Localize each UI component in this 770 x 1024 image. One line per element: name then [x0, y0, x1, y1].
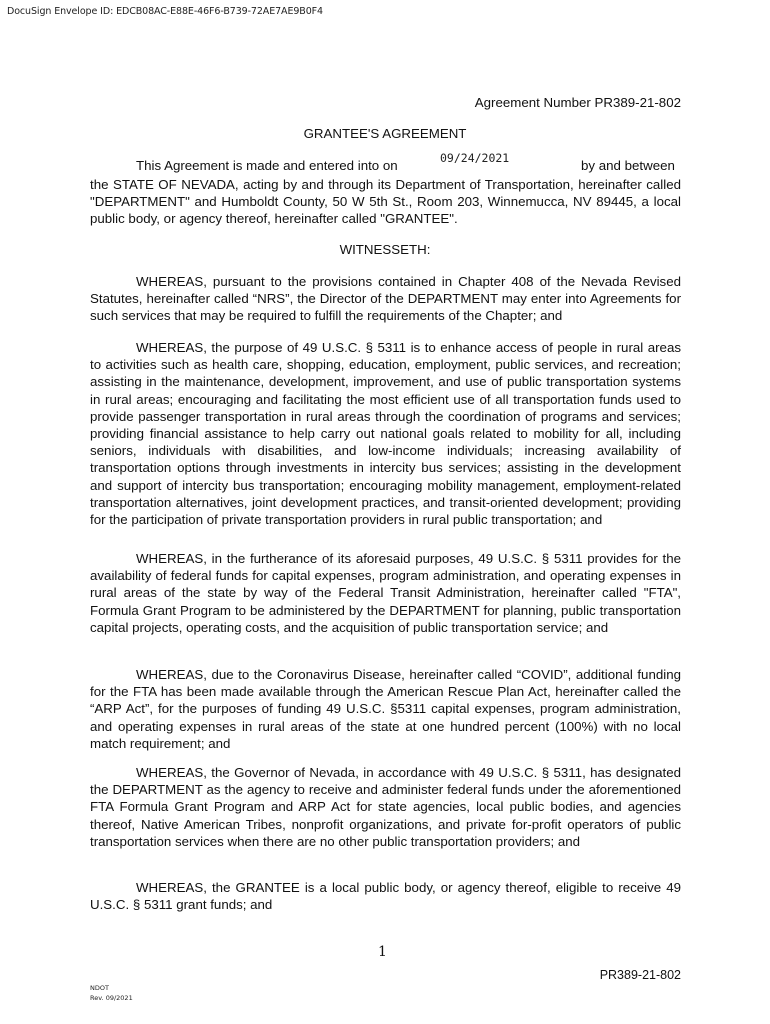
whereas-paragraph-2: WHEREAS, the purpose of 49 U.S.C. § 5311 is to enhance access of people in rural areas to activities such as health care, shopping, education, employment, public services, and recreation; assisting in the maintenance, development, improvement, and use of public transportation systems in rural areas; encouraging and facilitating the most efficient use of all transportation funds used to provide passenger transportation in rural areas through the coordination of programs and services; providing financial assistance to help carry out national goals related to mobility for all, including seniors, individuals with disabilities, and low-income individuals; increasing availability of transportation options through investments in intercity bus services; assisting in the development and support of intercity bus transportation; encouraging mobility management, employment-related transportation alternatives, joint development practices, and transit-oriented development; providing for the participation of private transportation providers in rural public transportation; and	[90, 340, 681, 528]
page-number: 1	[378, 944, 387, 960]
whereas-paragraph-1: WHEREAS, pursuant to the provisions contained in Chapter 408 of the Nevada Revised Statutes, hereinafter called “NRS”, the Director of the DEPARTMENT may enter into Agreements for such services that may be required to fulfill the requirements of the Chapter; and	[90, 274, 681, 324]
witnesseth-heading: WITNESSETH:	[339, 242, 431, 257]
intro-by-and-between: by and between	[581, 158, 675, 173]
intro-lead-text: This Agreement is made and entered into on	[136, 158, 398, 173]
whereas-paragraph-6: WHEREAS, the GRANTEE is a local public body, or agency thereof, eligible to receive 49 U.S.C. § 5311 grant funds; and	[90, 880, 681, 913]
footer-org: NDOT	[90, 984, 109, 992]
whereas-paragraph-3: WHEREAS, in the furtherance of its aforesaid purposes, 49 U.S.C. § 5311 provides for the availability of federal funds for capital expenses, program administration, and operating expenses in rural areas of the state by way of the Federal Transit Administration, hereinafter called "FTA", Formula Grant Program to be administered by the DEPARTMENT for planning, public transportation capital projects, operating costs, and the acquisition of public transportation service; and	[90, 551, 681, 635]
footer-org-block	[90, 983, 133, 1003]
agreement-date-field[interactable]: 09/24/2021	[440, 151, 510, 165]
footer-revision: Rev. 09/2021	[90, 994, 133, 1002]
intro-paragraph: the STATE OF NEVADA, acting by and through its Department of Transportation, hereinafter called "DEPARTMENT" and Humboldt County, 50 W 5th St., Room 203, Winnemucca, NV 89445, a local public body, or agency thereof, hereinafter called "GRANTEE".	[90, 177, 681, 227]
footer-reference: PR389-21-802	[599, 968, 681, 982]
whereas-paragraph-4: WHEREAS, due to the Coronavirus Disease, hereinafter called “COVID”, additional funding for the FTA has been made available through the American Rescue Plan Act, hereinafter called the “ARP Act”, for the purposes of funding 49 U.S.C. §5311 capital expenses, program administration, and operating expenses in rural areas of the state at one hundred percent (100%) with no local match requirement; and	[90, 667, 681, 751]
document-title: GRANTEE'S AGREEMENT	[303, 126, 467, 141]
whereas-paragraph-5: WHEREAS, the Governor of Nevada, in accordance with 49 U.S.C. § 5311, has designated the DEPARTMENT as the agency to receive and administer federal funds under the aforementioned FTA Formula Grant Program and ARP Act for state agencies, local public bodies, and agencies thereof, Native American Tribes, nonprofit organizations, and private for-profit operators of public transportation services when there are no other public transportation providers; and	[90, 765, 681, 849]
docusign-envelope-id: DocuSign Envelope ID: EDCB08AC-E88E-46F6-B739-72AE7AE9B0F4	[7, 6, 323, 17]
agreement-number: Agreement Number PR389-21-802	[474, 95, 681, 110]
